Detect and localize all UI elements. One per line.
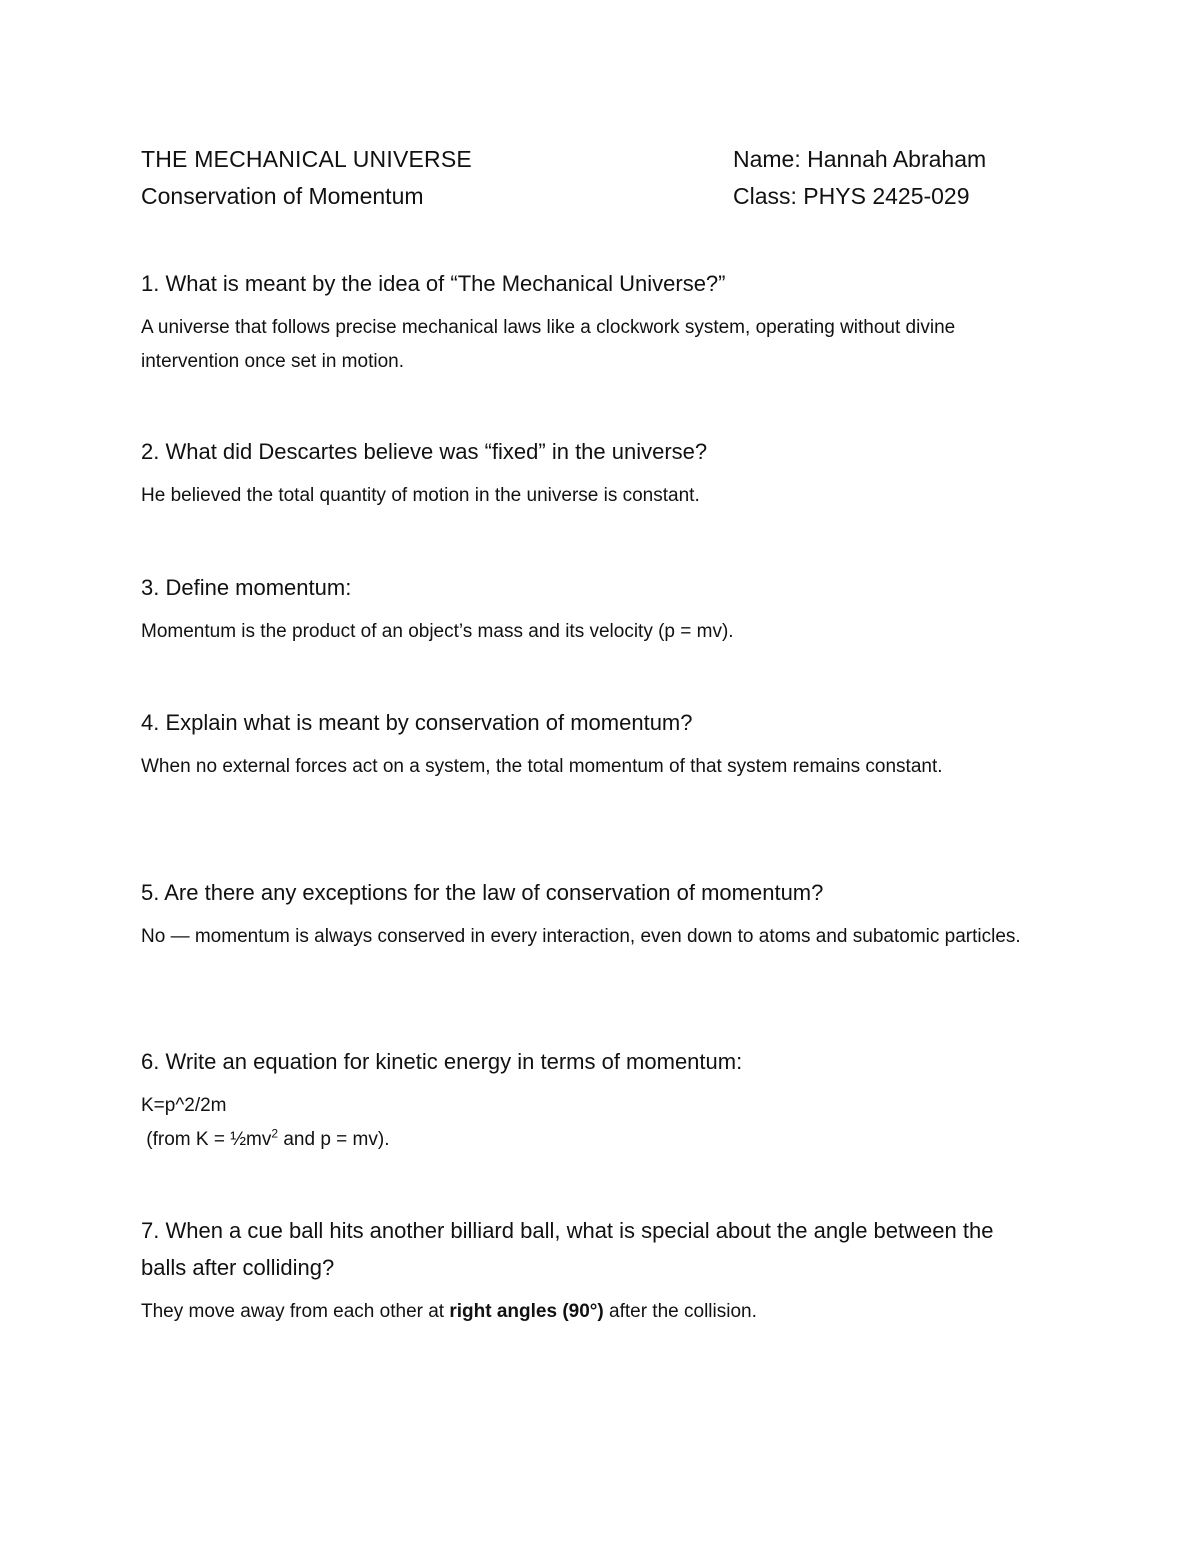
question-5: 5. Are there any exceptions for the law of conservation of momentum? — [141, 880, 824, 905]
question-4: 4. Explain what is meant by conservation of momentum? — [141, 710, 693, 735]
question-block-2 — [141, 433, 1041, 513]
student-name: Name: Hannah Abraham — [733, 146, 987, 172]
answer-7-emphasis: right angles (90°) — [449, 1301, 604, 1322]
answer-7-suffix: after the collision. — [603, 1301, 757, 1322]
kinetic-energy-equation: K=p^2/2m — [141, 1095, 227, 1116]
answer-7-prefix: They move away from each other at — [141, 1301, 450, 1322]
answer-2: He believed the total quantity of motion in the universe is constant. — [141, 485, 700, 506]
question-7: 7. When a cue ball hits another billiard ball, what is special about the angle between the balls after colliding? — [141, 1218, 994, 1280]
document-title: THE MECHANICAL UNIVERSE — [141, 146, 472, 172]
note-suffix: and p = mv). — [278, 1129, 390, 1150]
question-block-7 — [141, 1212, 1041, 1329]
note-superscript: 2 — [271, 1126, 279, 1141]
equation-derivation-note — [141, 1123, 1041, 1157]
note-prefix: (from K = ½mv — [146, 1129, 272, 1150]
answer-4: When no external forces act on a system, the total momentum of that system remains constant. — [141, 756, 943, 777]
question-6: 6. Write an equation for kinetic energy in terms of momentum: — [141, 1049, 743, 1074]
question-block-6 — [141, 1043, 1041, 1157]
answer-3: Momentum is the product of an object’s mass and its velocity (p = mv). — [141, 621, 734, 642]
document-subtitle: Conservation of Momentum — [141, 183, 424, 209]
question-block-4 — [141, 704, 1041, 784]
question-block-5 — [141, 874, 1041, 954]
answer-6 — [141, 1089, 1041, 1157]
question-1: 1. What is meant by the idea of “The Mechanical Universe?” — [141, 271, 726, 296]
question-block-3 — [141, 569, 1041, 649]
question-block-1 — [141, 265, 1041, 379]
class-code: Class: PHYS 2425-029 — [733, 183, 970, 209]
answer-5: No — momentum is always conserved in every interaction, even down to atoms and subatomic particles. — [141, 926, 1021, 947]
question-2: 2. What did Descartes believe was “fixed” in the universe? — [141, 439, 708, 464]
answer-1: A universe that follows precise mechanical laws like a clockwork system, operating without divine intervention once set in motion. — [141, 317, 956, 372]
question-3: 3. Define momentum: — [141, 575, 352, 600]
answer-7 — [141, 1295, 1041, 1329]
